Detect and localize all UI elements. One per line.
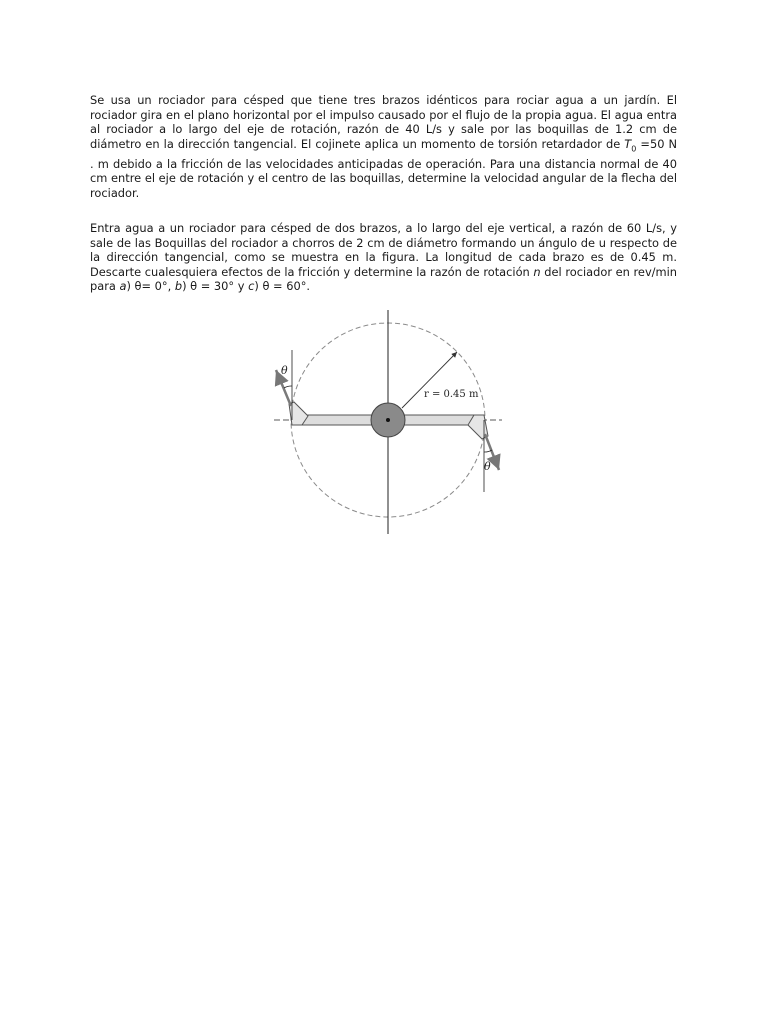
case-c-value: ) θ = 60°. <box>254 279 311 294</box>
torque-subscript: 0 <box>631 144 637 154</box>
rotation-rate-symbol: n <box>533 264 541 279</box>
case-a-label: a <box>119 279 127 294</box>
case-a-value: ) θ= 0°, <box>126 279 175 294</box>
hub-center-dot <box>386 418 390 422</box>
problem-2-text-a: Entra agua a un rociador para césped de dos brazos, a lo largo del eje vertical, a razón de 60 L/s, y sale de las Boquillas del rociador a chorros de 2 cm de diámetro formando un ángulo de u respecto de la dirección tangencial, como se muestra en la figura. La longitud de cada brazo es de 0.45 m. Descarte cualesquiera efectos de la fricción y determine la razón de rotación <box>90 221 677 279</box>
problem-1-text-b: =50 N . m debido a la fricción de las velocidades anticipadas de operación. Para una distancia normal de 40 cm entre el eje de rotación y el centro de las boquillas, determine la velocidad angular de la flecha del rociador. <box>90 136 677 200</box>
case-c-label: c <box>248 279 255 294</box>
problem-1-paragraph <box>90 93 677 200</box>
left-theta-arc <box>284 386 292 388</box>
problem-1-text-a: Se usa un rociador para césped que tiene tres brazos idénticos para rociar agua a un jardín. El rociador gira en el plano horizontal por el impulso causado por el flujo de la propia agua. El agua entra al rociador a lo largo del eje de rotación, razón de 40 L/s y sale por las boquillas de 1.2 cm de diámetro en la dirección tangencial. El cojinete aplica un momento de torsión retardador de <box>90 93 677 151</box>
radius-label: r = 0.45 m <box>424 389 479 400</box>
problem-2-text-b: del rociador en rev/min para <box>90 264 677 294</box>
torque-symbol: T <box>624 136 632 151</box>
right-theta-label: θ <box>484 460 491 473</box>
case-b-label: b <box>174 279 183 294</box>
left-theta-label: θ <box>281 364 288 377</box>
case-b-value: ) θ = 30° y <box>182 279 249 294</box>
sprinkler-diagram <box>262 308 512 536</box>
problem-2-paragraph <box>90 221 677 294</box>
sprinkler-figure <box>262 308 512 536</box>
